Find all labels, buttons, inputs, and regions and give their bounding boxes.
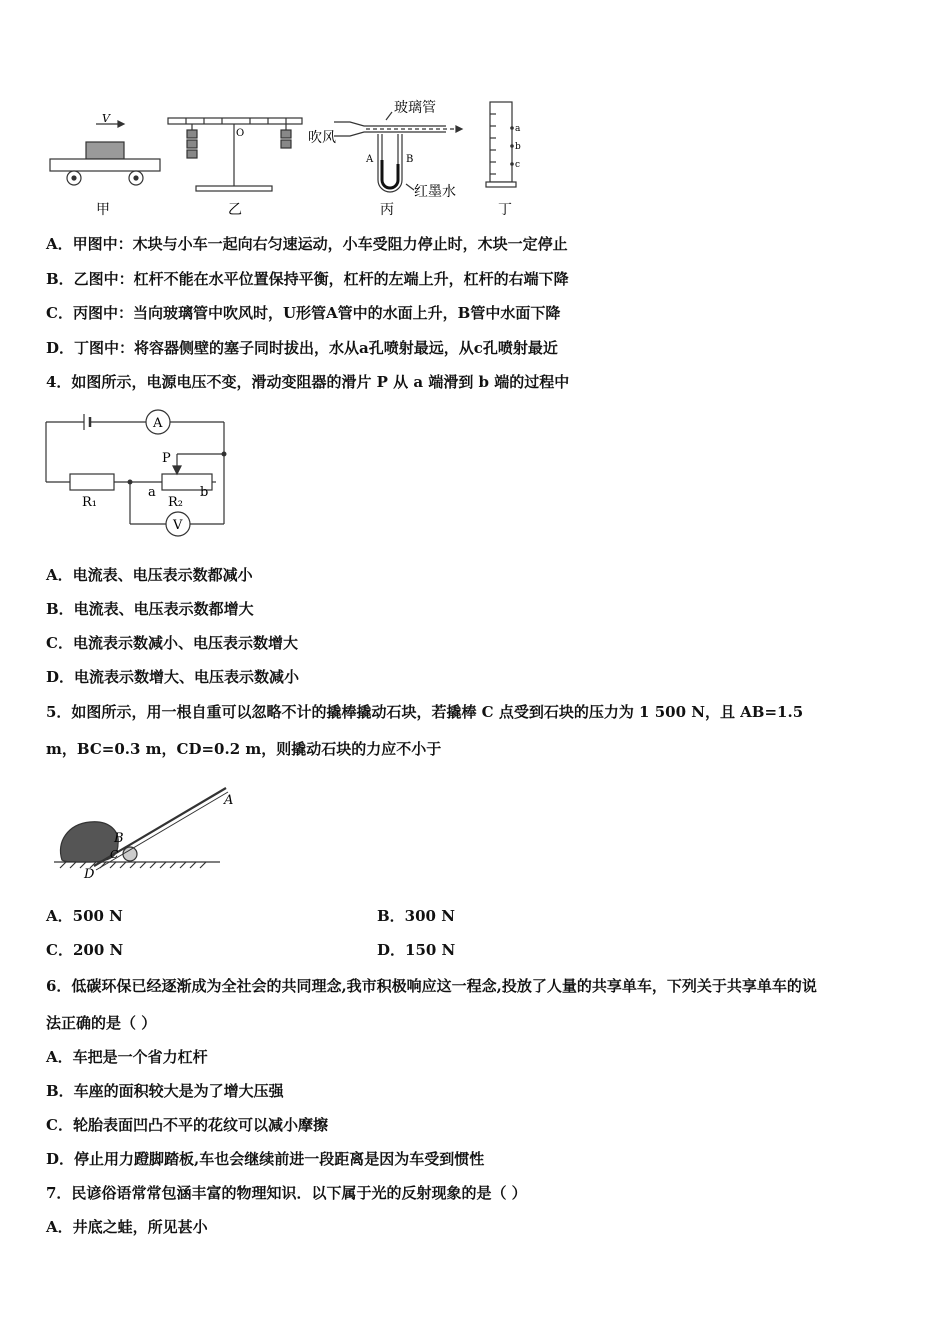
q3-option-c: C．丙图中：当向玻璃管中吹风时，U形管A管中的水面上升，B管中水面下降: [46, 304, 561, 322]
weight-left-2: [187, 140, 197, 148]
q4-option-a: A．电流表、电压表示数都减小: [46, 566, 253, 584]
weight-right-2: [281, 140, 291, 148]
hole-c: [510, 162, 514, 166]
hole-c-label: c: [515, 160, 521, 170]
q5-option-c: C．200 N: [46, 941, 124, 959]
q6-option-c: C．轮胎表面凹凸不平的花纹可以减小摩擦: [46, 1116, 328, 1134]
hole-a-label: a: [515, 124, 521, 134]
tube-b-label: B: [406, 154, 414, 165]
point-a-label: A: [224, 793, 234, 808]
u-tube-ink: [382, 160, 398, 188]
q5-option-b: B．300 N: [377, 907, 455, 925]
red-ink-label: 红墨水: [414, 184, 456, 200]
caption-jia: 甲: [96, 202, 110, 218]
blow-label: 吹风: [308, 130, 336, 146]
figure-bing: [306, 98, 466, 220]
point-c-label: C: [110, 848, 119, 861]
q3-option-d: D．丁图中：将容器侧壁的塞子同时拔出，水从a孔喷射最远，从c孔喷射最近: [46, 339, 558, 357]
q5-stem-line1: 5．如图所示，用一根自重可以忽略不计的撬棒撬动石块，若撬棒 C 点受到石块的压力为 1 500 N，且 AB=1.5: [46, 703, 804, 721]
figure-ding: [476, 98, 536, 220]
caption-ding: 丁: [498, 202, 512, 218]
figure-lever: [50, 782, 250, 886]
weight-left-1: [187, 130, 197, 138]
q4-option-b: B．电流表、电压表示数都增大: [46, 600, 254, 618]
point-b-label: B: [114, 831, 124, 846]
tube-a-label: A: [366, 154, 374, 165]
caption-bing: 丙: [380, 202, 394, 218]
velocity-label: V: [102, 112, 110, 125]
glass-tube-bottom: [334, 132, 446, 136]
end-b-label: b: [200, 485, 209, 500]
pivot-label: O: [236, 128, 245, 139]
r2-label: R₂: [168, 495, 183, 510]
q6-option-b: B．车座的面积较大是为了增大压强: [46, 1082, 284, 1100]
q6-option-d: D．停止用力蹬脚踏板,车也会继续前进一段距离是因为车受到惯性: [46, 1150, 485, 1168]
lever-bar: [168, 118, 302, 124]
weight-left-3: [187, 150, 197, 158]
voltmeter-label: V: [173, 518, 183, 533]
q6-option-a: A．车把是一个省力杠杆: [46, 1048, 208, 1066]
junction-node-right: [222, 452, 227, 457]
stand-base: [196, 186, 272, 191]
q7-option-a: A．井底之蛙，所见甚小: [46, 1218, 208, 1236]
point-d-label: D: [84, 867, 95, 882]
small-stone: [123, 847, 137, 861]
wood-block: [86, 142, 124, 159]
caption-yi: 乙: [228, 202, 242, 218]
container-base: [486, 182, 516, 187]
q5-option-d: D．150 N: [377, 941, 456, 959]
figure-yi: [166, 112, 306, 220]
resistor-r1: [70, 474, 114, 490]
q4-option-c: C．电流表示数减小、电压表示数增大: [46, 634, 298, 652]
hole-b: [510, 144, 514, 148]
hole-b-label: b: [515, 142, 521, 152]
weight-right-1: [281, 130, 291, 138]
junction-node: [128, 480, 133, 485]
q5-stem-line2: m，BC=0.3 m，CD=0.2 m，则撬动石块的力应不小于: [46, 740, 442, 758]
velocity-arrowhead: [118, 121, 124, 127]
figure-jia: [44, 112, 168, 220]
q4-option-d: D．电流表示数增大、电压表示数减小: [46, 668, 300, 686]
cart-body: [50, 159, 160, 171]
hole-a: [510, 126, 514, 130]
slider-label: P: [162, 451, 171, 466]
q7-stem: 7．民谚俗语常常包涵丰富的物理知识．以下属于光的反射现象的是（ ）: [46, 1184, 527, 1202]
glass-tube-label: 玻璃管: [394, 100, 436, 116]
ammeter-label: A: [153, 416, 163, 431]
q5-option-a: A．500 N: [46, 907, 123, 925]
q3-option-a: A．甲图中：木块与小车一起向右匀速运动，小车受阻力停止时，木块一定停止: [46, 235, 568, 253]
q6-stem-line2: 法正确的是（ ）: [46, 1014, 157, 1032]
glass-tube-top: [334, 122, 446, 126]
end-a-label: a: [148, 485, 156, 500]
q4-stem: 4．如图所示，电源电压不变，滑动变阻器的滑片 P 从 a 端滑到 b 端的过程中: [46, 373, 570, 391]
figure-circuit: [40, 404, 240, 544]
q3-option-b: B．乙图中：杠杆不能在水平位置保持平衡，杠杆的左端上升，杠杆的右端下降: [46, 270, 569, 288]
q6-stem-line1: 6．低碳环保已经逐渐成为全社会的共同理念,我市积极响应这一程念,投放了人量的共享单车，下列关于共享单车的说: [46, 977, 817, 995]
r1-label: R₁: [82, 495, 97, 510]
